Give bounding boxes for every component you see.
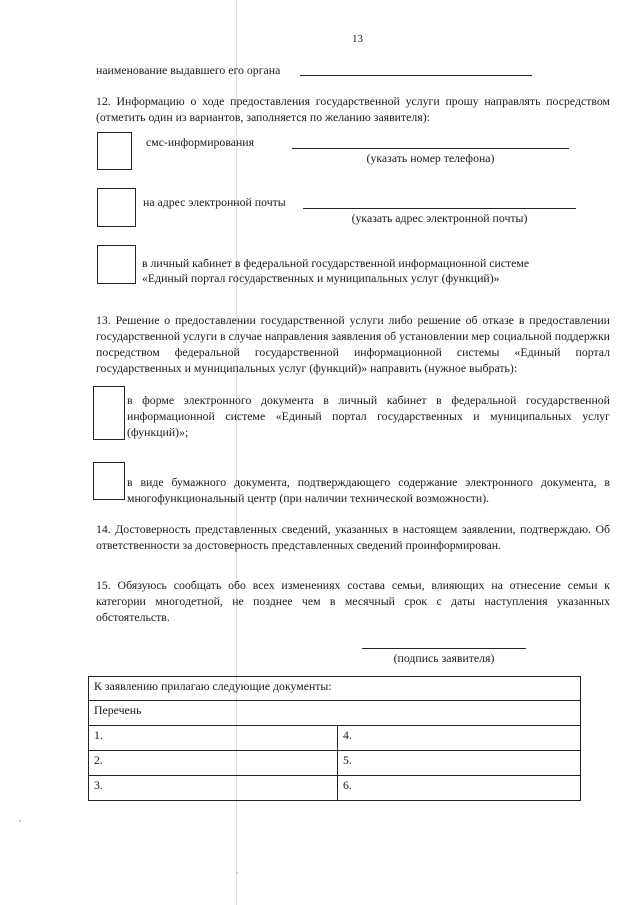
- scan-speck: [236, 872, 238, 874]
- section-13-intro: 13. Решение о предоставлении государственной услуги либо решение об отказе в предоставлении государственной услуги в случае направления заявления об установлении мер социальной поддержки посредством федеральной государственной информационной системы «Единый портал государственных и муниципальных услуг (функций)» направить (нужное выбрать):: [96, 313, 610, 375]
- email-hint: (указать адрес электронной почты): [351, 211, 528, 225]
- option-paper-label: в виде бумажного документа, подтверждающего содержание электронного документа, в многофункциональный центр (при наличии технической возможности).: [127, 475, 610, 505]
- table-list-label: Перечень: [89, 701, 581, 726]
- table-header-row: [89, 677, 581, 701]
- option-portal-line2: «Единый портал государственных и муниципальных услуг (функций)»: [142, 271, 500, 285]
- phone-field[interactable]: [292, 148, 569, 149]
- document-cell-6[interactable]: 6.: [338, 776, 581, 801]
- table-list-row: [89, 701, 581, 726]
- issuer-field[interactable]: [300, 75, 532, 76]
- phone-hint: (указать номер телефона): [366, 151, 495, 165]
- option-sms-label: смс-информирования: [146, 135, 255, 149]
- option-email-label: на адрес электронной почты: [143, 195, 286, 209]
- document-cell-2[interactable]: 2.: [89, 751, 338, 776]
- table-row: [89, 751, 581, 776]
- attached-documents-table: [88, 676, 581, 801]
- table-row: [89, 726, 581, 751]
- section-14: 14. Достоверность представленных сведений, указанных в настоящем заявлении, подтверждаю. Об ответственности за достоверность представленных сведений проинформирован.: [96, 522, 610, 552]
- paper-doc-checkbox[interactable]: [93, 462, 125, 500]
- document-cell-5[interactable]: 5.: [338, 751, 581, 776]
- document-cell-4[interactable]: 4.: [338, 726, 581, 751]
- electronic-doc-checkbox[interactable]: [93, 386, 125, 440]
- signature-caption: (подпись заявителя): [393, 651, 495, 665]
- signature-field[interactable]: [362, 648, 526, 649]
- section-12-intro: 12. Информацию о ходе предоставления государственной услуги прошу направлять посредством (отметить один из вариантов, заполняется по желанию заявителя):: [96, 94, 610, 124]
- table-header-cell: К заявлению прилагаю следующие документы:: [89, 677, 581, 701]
- document-cell-1[interactable]: 1.: [89, 726, 338, 751]
- table-row: [89, 776, 581, 801]
- scan-speck: [19, 820, 21, 822]
- document-cell-3[interactable]: 3.: [89, 776, 338, 801]
- issuer-label: наименование выдавшего его органа: [96, 63, 281, 77]
- portal-checkbox[interactable]: [97, 245, 136, 284]
- email-checkbox[interactable]: [97, 188, 136, 227]
- email-field[interactable]: [303, 208, 576, 209]
- option-electronic-label: в форме электронного документа в личный кабинет в федеральной государственной информационной системе «Единый портал государственных и муниципальных услуг (функций)»;: [127, 393, 610, 439]
- sms-checkbox[interactable]: [97, 132, 132, 170]
- section-15: 15. Обязуюсь сообщать обо всех изменениях состава семьи, влияющих на отнесение семьи к категории многодетной, не позднее чем в месячный срок с даты наступления указанных обстоятельств.: [96, 578, 610, 624]
- page-number: 13: [352, 33, 363, 45]
- option-portal-line1: в личный кабинет в федеральной государственной информационной системе: [142, 256, 530, 270]
